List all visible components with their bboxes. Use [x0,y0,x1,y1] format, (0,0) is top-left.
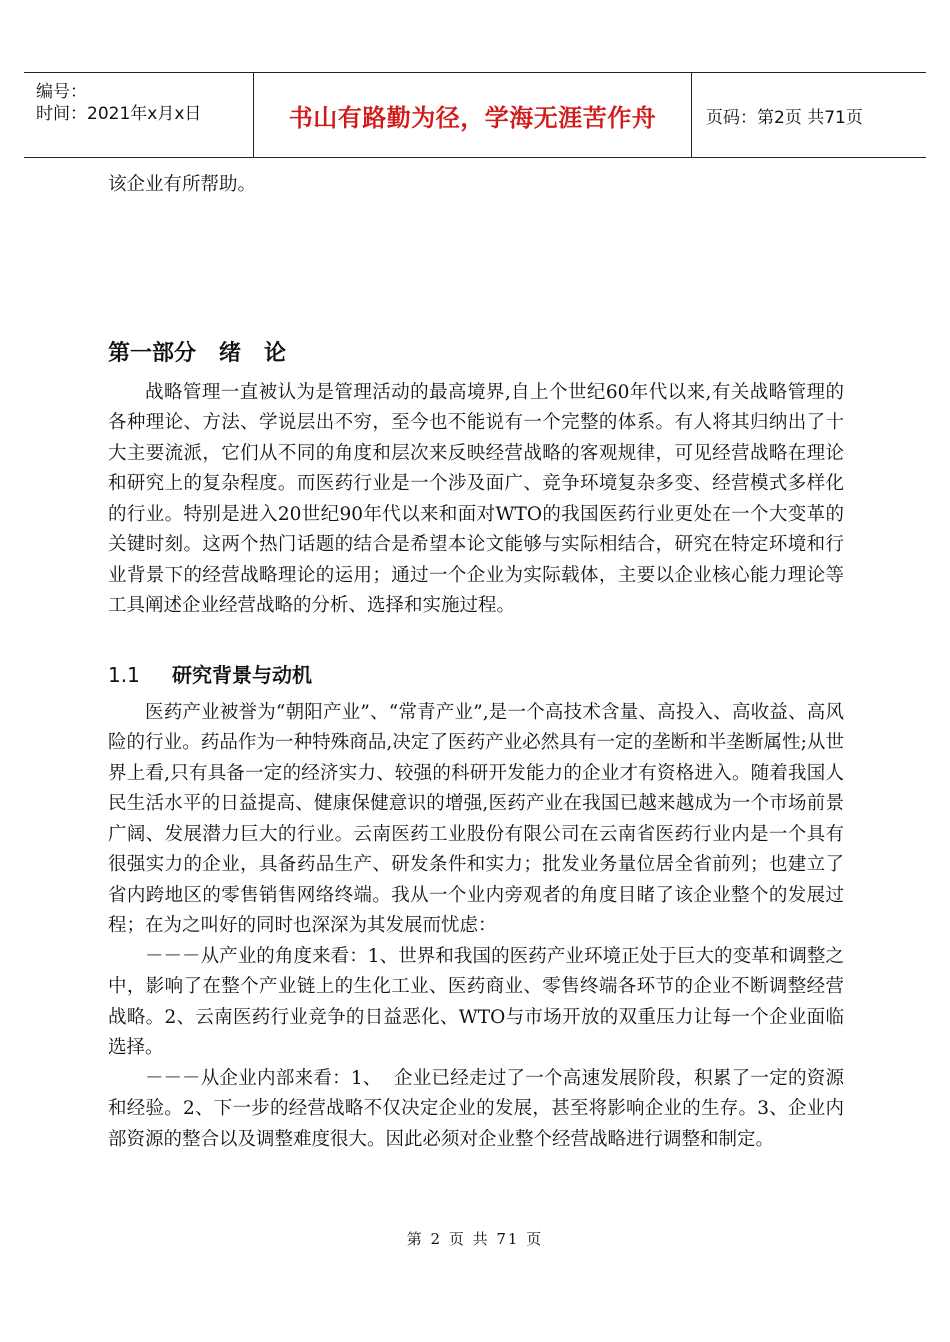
section-paragraph: 战略管理一直被认为是管理活动的最高境界,自上个世纪60年代以来,有关战略管理的各种理论、方法、学说层出不穷，至今也不能说有一个完整的体系。有人将其归纳出了十大主要流派，它们从不同的角度和层次来反映经营战略的客观规律，可见经营战略在理论和研究上的复杂程度。而医药行业是一个涉及面广、竞争环境复杂多变、经营模式多样化的行业。特别是进入20世纪90年代以来和面对WTO的我国医药行业更处在一个大变革的关键时刻。这两个热门话题的结合是希望本论文能够与实际相结合，研究在特定环境和行业背景下的经营战略理论的运用；通过一个企业为实际载体，主要以企业核心能力理论等工具阐述企业经营战略的分析、选择和实施过程。 [108,381,844,616]
page-footer: 第 2 页 共 71 页 [406,1230,544,1248]
subsection-heading [108,660,844,690]
document-body [108,170,844,1155]
subsection-number: 1.1 [108,662,140,687]
header-motto: 书山有路勤为径，学海无涯苦作舟 [254,73,692,157]
background-paragraph: 医药产业被誉为“朝阳产业”、“常青产业”,是一个高技术含量、高投入、高收益、高风险的行业。药品作为一种特殊商品,决定了医药产业必然具有一定的垄断和半垄断属性;从世界上看,只有具备一定的经济实力、较强的科研开发能力的企业才有资格进入。随着我国人民生活水平的日益提高、健康保健意识的增强,医药产业在我国已越来越成为一个市场前景广阔、发展潜力巨大的行业。云南医药工业股份有限公司在云南省医药行业内是一个具有很强实力的企业，具备药品生产、研发条件和实力；批发业务量位居全省前列；也建立了省内跨地区的零售销售网络终端。我从一个业内旁观者的角度目睹了该企业整个的发展过程；在为之叫好的同时也深深为其发展而忧虑： [108,701,844,936]
header-time-label: 时间：2021年x月x日 [36,104,202,124]
subsection-title: 研究背景与动机 [172,662,312,687]
internal-perspective-paragraph: －－－从企业内部来看：1、 企业已经走过了一个高速发展阶段，积累了一定的资源和经验。2、下一步的经营战略不仅决定企业的发展，甚至将影响企业的生存。3、企业内部资源的整合以及调整难度很大。因此必须对企业整个经营战略进行调整和制定。 [108,1067,844,1150]
header-page-info: 页码：第2页 共71页 [706,107,863,128]
header-number-label: 编号： [36,82,87,102]
header-meta-cell [24,73,254,157]
intro-tail-paragraph: 该企业有所帮助。 [108,174,257,195]
industry-perspective-paragraph: －－－从产业的角度来看：1、世界和我国的医药产业环境正处于巨大的变革和调整之中，影响了在整个产业链上的生化工业、医药商业、零售终端各环节的企业不断调整经营战略。2、云南医药行业竞争的日益恶化、WTO与市场开放的双重压力让每一个企业面临选择。 [108,945,844,1058]
page-header [24,72,926,158]
section-heading: 第一部分 绪 论 [108,340,286,366]
